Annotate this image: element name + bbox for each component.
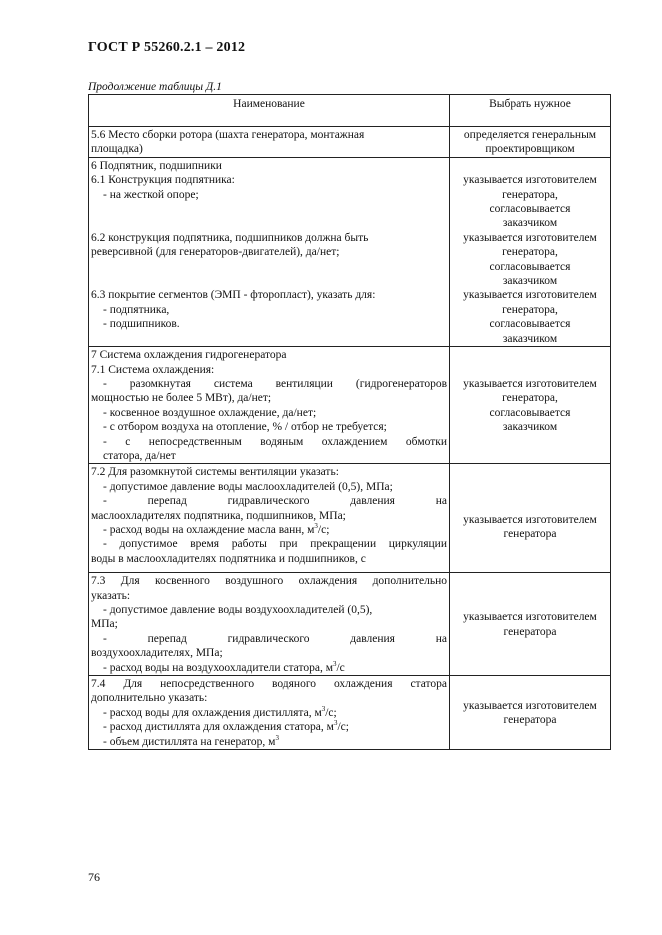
cell-line: генератора — [503, 528, 557, 541]
cell-line: определяется генеральным — [463, 129, 597, 141]
table-row — [89, 157, 611, 346]
cell-line: указать: — [91, 589, 131, 602]
cell-line — [91, 735, 447, 749]
cell-line: - допустимое давление воды маслоохладителей (0,5), МПа; — [103, 480, 393, 493]
cell-line: генератора, — [502, 188, 558, 201]
cell-text: - расход воды для охлаждения дистиллята, м — [103, 706, 322, 719]
cell-line: 7.1 Система охлаждения: — [91, 363, 215, 376]
cell-line: - разомкнутая система вентиляции (гидрогенераторов — [103, 377, 447, 390]
cell-line: - перепад гидравлического давления на — [103, 632, 447, 645]
cell-line: воды в маслоохладителях подпятника и подшипников, с — [91, 552, 366, 565]
document-header: ГОСТ Р 55260.2.1 – 2012 — [88, 40, 246, 55]
cell-line: площадка) — [91, 143, 143, 156]
table-row — [89, 127, 611, 158]
cell-line: заказчиком — [502, 332, 558, 345]
superscript: 3 — [275, 733, 279, 742]
cell-text: - расход дистиллята для охлаждения статора, м — [103, 721, 334, 734]
cell-line: генератора — [503, 625, 557, 638]
cell-line — [452, 159, 608, 173]
cell-text: - объем дистиллята на генератор, м — [103, 735, 276, 748]
cell-line: - с отбором воздуха на отопление, % / отбор не требуется; — [103, 421, 387, 434]
table-row — [89, 573, 611, 676]
cell-line: - допустимое давление воды воздухоохладителей (0,5), — [103, 604, 373, 616]
row-choice-cell — [450, 573, 611, 676]
cell-line: заказчиком — [502, 275, 558, 288]
cell-line: 5.6 Место сборки ротора (шахта генератора, монтажная — [91, 129, 365, 141]
cell-line: реверсивной (для генераторов-двигателей), да/нет; — [91, 246, 340, 259]
cell-text: /с — [336, 661, 345, 674]
row-choice-cell — [450, 157, 611, 346]
cell-line: 7.4 Для непосредственного водяного охлаждения статора — [91, 678, 447, 691]
cell-line: указывается изготовителем — [463, 699, 597, 712]
cell-line: 7 Система охлаждения гидрогенератора — [91, 349, 287, 362]
cell-line: заказчиком — [502, 217, 558, 230]
cell-line — [91, 661, 447, 675]
cell-line: указывается изготовителем — [463, 513, 597, 526]
superscript: 3 — [333, 719, 338, 728]
cell-line: - перепад гидравлического давления на — [103, 495, 447, 508]
cell-line: 6 Подпятник, подшипники — [91, 159, 222, 172]
cell-line — [452, 363, 608, 377]
cell-line: 7.3 Для косвенного воздушного охлаждения дополнительно — [91, 575, 447, 588]
row-choice-cell — [450, 347, 611, 464]
cell-line: заказчиком — [502, 421, 558, 434]
cell-line: генератора, — [502, 392, 558, 405]
spec-table — [88, 94, 611, 750]
row-name-cell — [89, 676, 450, 750]
cell-line: указывается изготовителем — [463, 377, 597, 390]
table-row — [89, 347, 611, 464]
row-choice-cell — [450, 464, 611, 573]
cell-text: /с; — [317, 523, 330, 536]
cell-line: генератора, — [502, 303, 558, 316]
cell-text: /с; — [325, 706, 337, 719]
cell-line: - подпятника, — [103, 303, 170, 316]
cell-line: указывается изготовителем — [463, 231, 597, 244]
cell-line: - с непосредственным водяным охлаждением обмотки — [103, 435, 447, 448]
cell-line — [91, 332, 447, 346]
column-header-choose: Выбрать нужное — [450, 95, 611, 127]
cell-line — [91, 274, 447, 288]
cell-line: МПа; — [91, 618, 118, 631]
cell-line: 6.2 конструкция подпятника, подшипников должна быть — [91, 231, 369, 244]
cell-line: согласовывается — [489, 203, 571, 216]
cell-line — [91, 523, 447, 537]
cell-line — [452, 348, 608, 362]
cell-line: указывается изготовителем — [463, 611, 597, 624]
cell-text: /с; — [337, 721, 349, 734]
superscript: 3 — [332, 659, 337, 668]
table-row — [89, 464, 611, 573]
cell-line: статора, да/нет — [103, 449, 176, 462]
cell-line: - на жесткой опоре; — [103, 188, 199, 201]
cell-line — [91, 202, 447, 216]
cell-line: - косвенное воздушное охлаждение, да/нет; — [103, 406, 317, 419]
row-name-cell — [89, 347, 450, 464]
cell-line: дополнительно указать: — [91, 692, 208, 705]
cell-text: - расход воды на охлаждение масла ванн, м — [103, 523, 315, 536]
cell-line — [91, 216, 447, 230]
cell-line — [91, 706, 447, 720]
cell-line — [91, 720, 447, 734]
cell-line: согласовывается — [489, 260, 571, 273]
row-name-cell — [89, 157, 450, 346]
cell-line: согласовывается — [489, 406, 571, 419]
cell-line: указывается изготовителем — [463, 174, 597, 187]
cell-line: генератора — [503, 714, 557, 727]
table-header-row — [89, 95, 611, 127]
cell-line: указывается изготовителем — [463, 289, 597, 302]
cell-line: - допустимое время работы при прекращении циркуляции — [103, 538, 447, 551]
table-row — [89, 676, 611, 750]
cell-line: 7.2 Для разомкнутой системы вентиляции указать: — [91, 466, 339, 479]
column-header-name: Наименование — [89, 95, 450, 127]
cell-line: маслоохладителях подпятника, подшипников, МПа; — [91, 509, 346, 522]
row-choice-cell — [450, 127, 611, 158]
cell-line: проектировщиком — [485, 143, 575, 156]
page-number: 76 — [88, 870, 100, 884]
cell-line: - подшипников. — [103, 318, 180, 331]
row-name-cell — [89, 464, 450, 573]
cell-line: мощностью не более 5 МВт), да/нет; — [91, 392, 272, 405]
cell-line: воздухоохладителях, МПа; — [91, 647, 223, 660]
cell-line — [91, 260, 447, 274]
cell-line: 6.3 покрытие сегментов (ЭМП - фторопласт), указать для: — [91, 289, 376, 302]
superscript: 3 — [321, 705, 326, 714]
table-caption: Продолжение таблицы Д.1 — [88, 81, 222, 93]
cell-line: генератора, — [502, 246, 558, 259]
cell-line: 6.1 Конструкция подпятника: — [91, 174, 235, 187]
cell-text: - расход воды на воздухоохладители статора, м — [103, 661, 333, 674]
row-name-cell — [89, 127, 450, 158]
row-name-cell — [89, 573, 450, 676]
cell-line: согласовывается — [489, 318, 571, 331]
superscript: 3 — [314, 522, 318, 531]
row-choice-cell — [450, 676, 611, 750]
